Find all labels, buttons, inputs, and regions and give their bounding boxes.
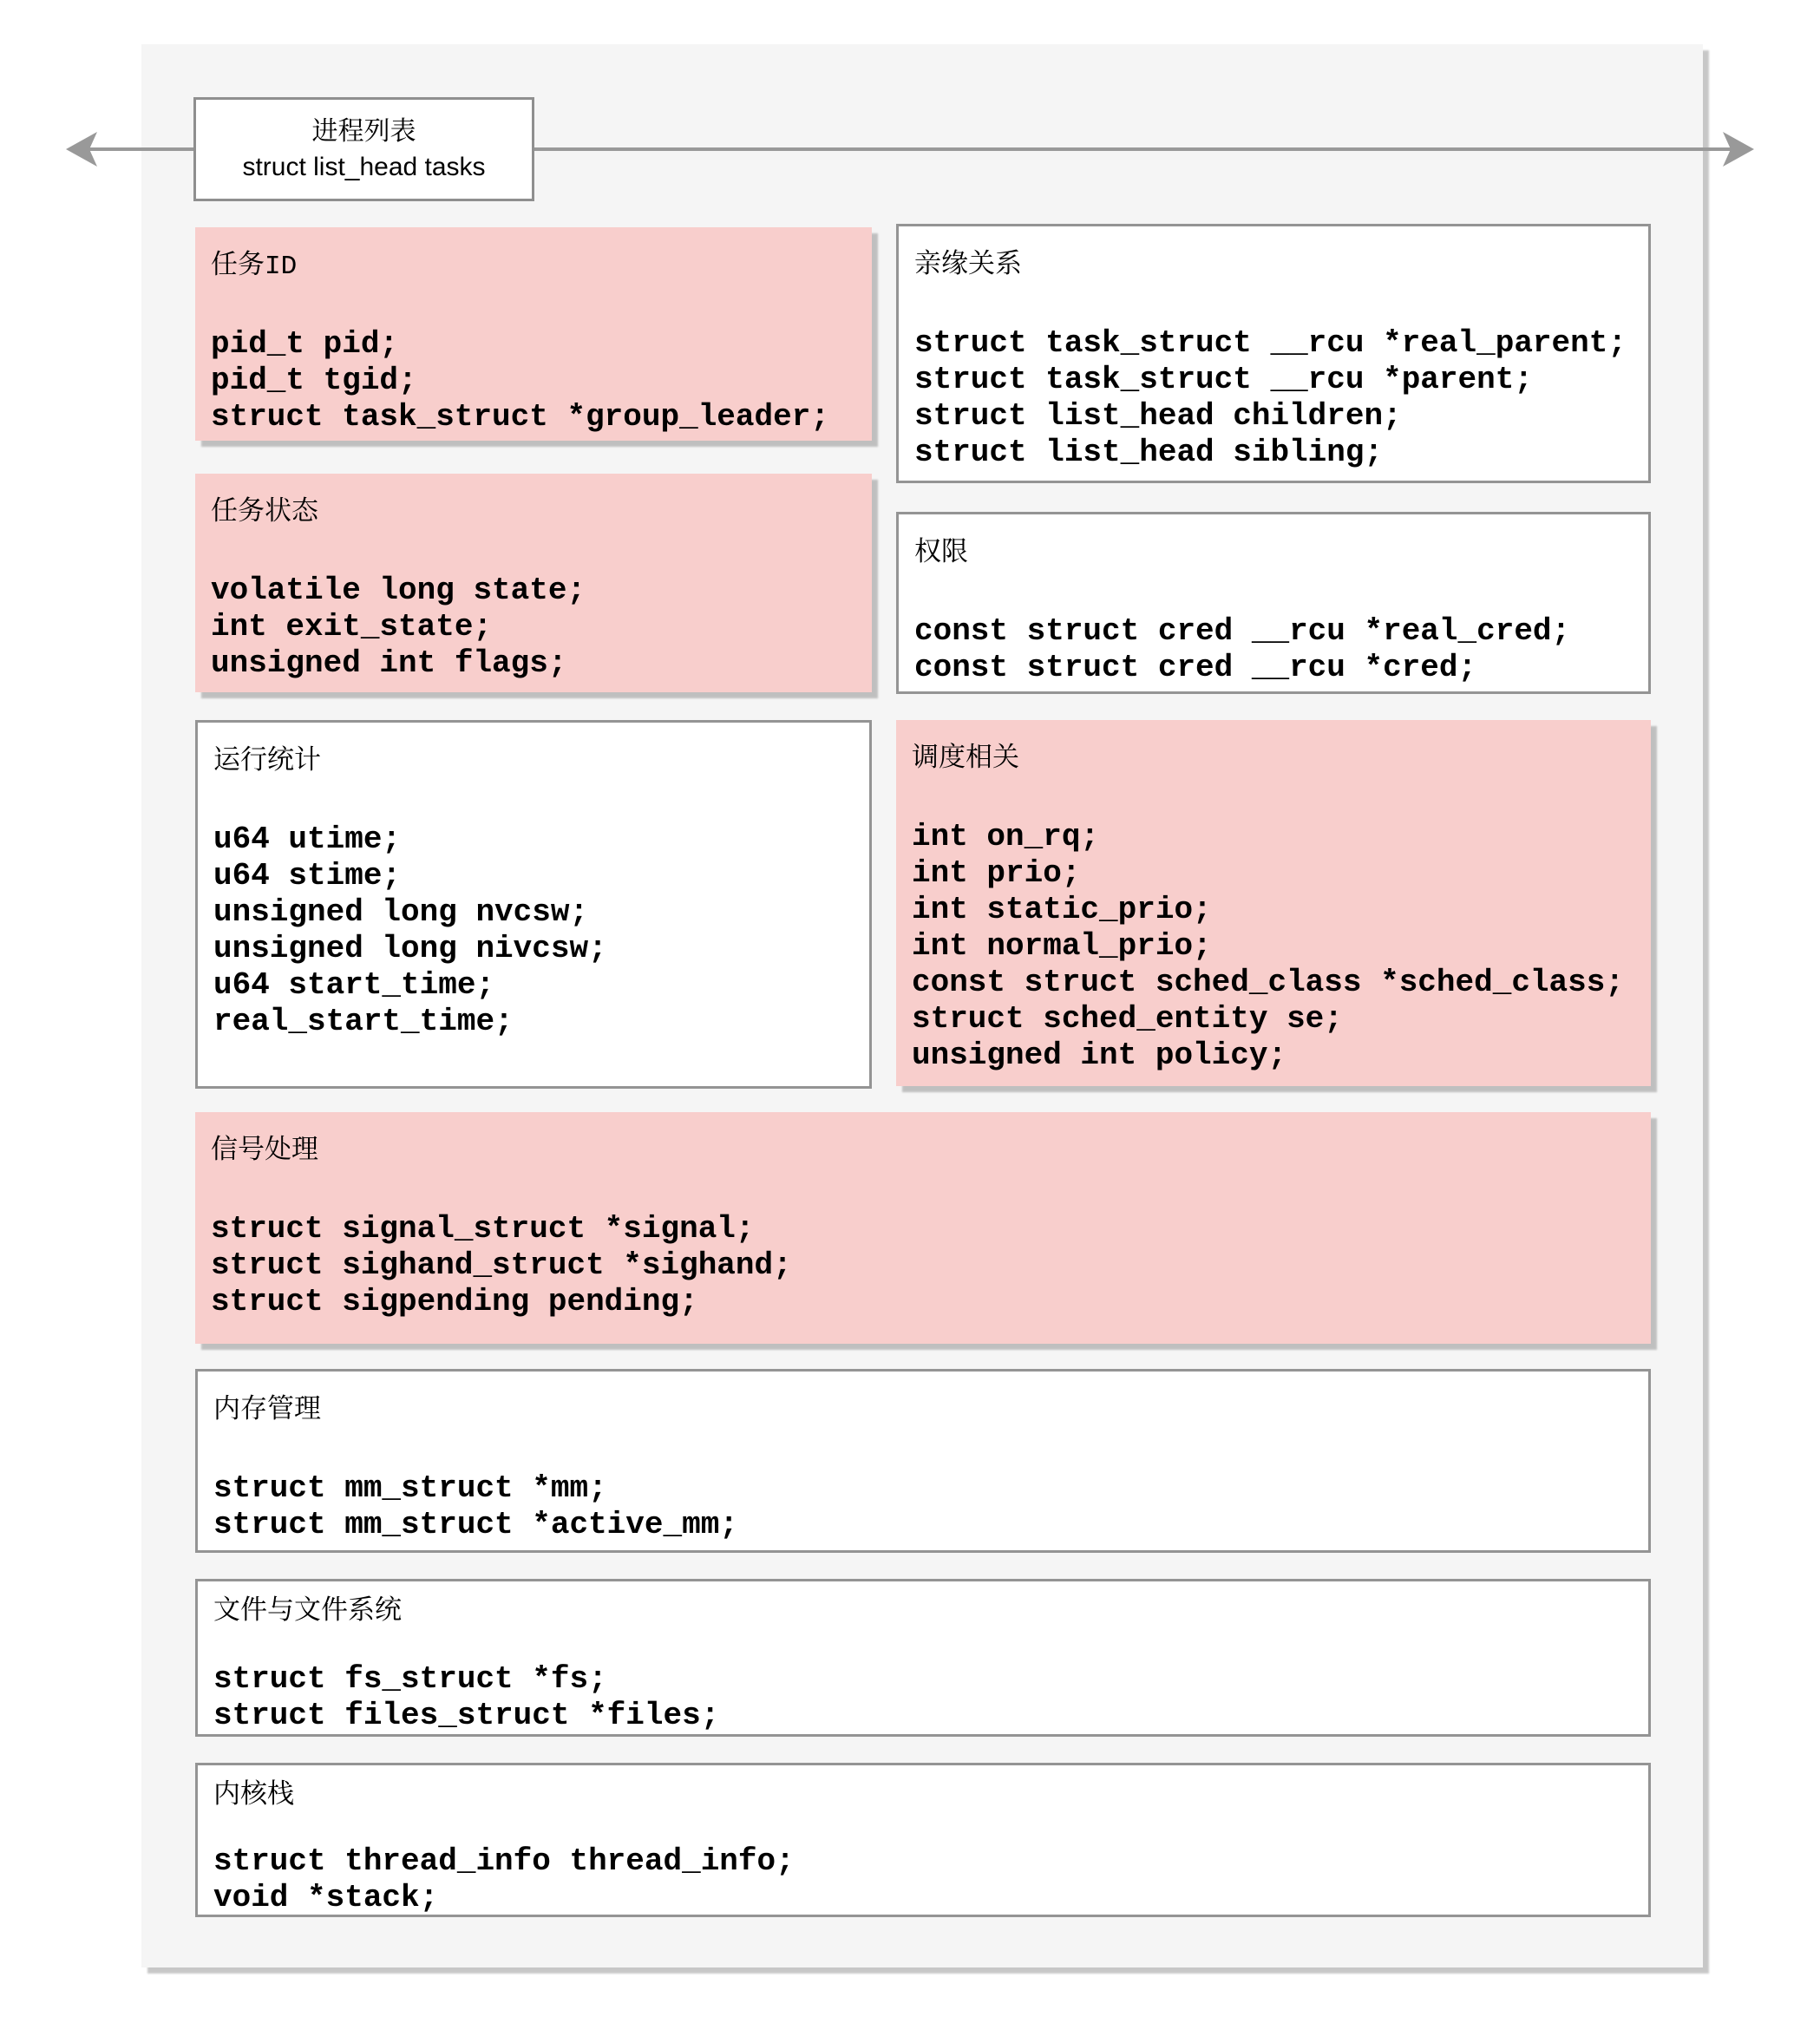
section-code [914,613,1633,686]
code-line: struct mm_struct *active_mm; [213,1507,738,1542]
section-code [912,819,1635,1074]
code-line: u64 utime; [213,822,402,857]
section-title: 任务ID [211,252,298,282]
code-line: struct signal_struct *signal; [211,1211,755,1247]
process-list-subtitle: struct list_head tasks [242,153,486,181]
code-line: int exit_state; [211,609,493,645]
code-line: struct sighand_struct *sighand; [211,1247,792,1283]
process-list-label-box [193,97,534,201]
section-code [213,1661,1633,1734]
code-line: const struct cred __rcu *cred; [914,650,1477,685]
code-line: unsigned long nivcsw; [213,931,607,966]
code-line: struct task_struct __rcu *real_parent; [914,325,1627,361]
code-line: struct task_struct *group_leader; [211,399,829,435]
code-line: int prio; [912,855,1081,891]
section-code [211,573,856,682]
section-code [213,1470,1633,1543]
process-list-title: 进程列表 [311,117,416,146]
code-line: struct sched_entity se; [912,1001,1343,1037]
section-title: 内核栈 [213,1781,294,1811]
section-code [211,1211,1635,1320]
code-line: const struct cred __rcu *real_cred; [914,613,1571,649]
section-code [213,1843,1633,1916]
section-title: 信号处理 [211,1136,318,1167]
code-line: void *stack; [213,1880,439,1915]
code-line: real_start_time; [213,1004,514,1039]
code-line: pid_t tgid; [211,363,417,398]
section-code [914,325,1633,471]
code-line: int on_rq; [912,819,1100,854]
code-line: u64 start_time; [213,967,495,1003]
section-files-filesystem [195,1579,1651,1737]
code-line: struct sigpending pending; [211,1284,698,1319]
code-line: struct thread_info thread_info; [213,1843,795,1879]
code-line: unsigned long nvcsw; [213,894,589,930]
section-title: 任务状态 [211,498,318,528]
section-kinship [896,224,1651,483]
section-signal-handling [195,1112,1651,1344]
code-line: unsigned int flags; [211,645,567,681]
code-line: int normal_prio; [912,928,1212,964]
code-line: int static_prio; [912,892,1212,927]
section-memory-management [195,1369,1651,1553]
code-line: volatile long state; [211,573,586,608]
section-title: 权限 [914,539,968,569]
code-line: struct mm_struct *mm; [213,1470,607,1506]
section-credentials [896,512,1651,694]
section-title: 调度相关 [912,744,1019,775]
code-line: unsigned int policy; [912,1038,1287,1073]
section-title: 文件与文件系统 [213,1597,402,1627]
section-code [213,822,854,1040]
section-scheduling [896,720,1651,1086]
code-line: struct list_head children; [914,398,1402,434]
section-task-id [195,227,872,441]
section-run-stats [195,720,872,1089]
code-line: struct files_struct *files; [213,1698,720,1733]
section-title: 运行统计 [213,747,321,777]
section-kernel-stack [195,1763,1651,1917]
code-line: struct list_head sibling; [914,435,1384,470]
code-line: struct task_struct __rcu *parent; [914,362,1533,397]
section-code [211,326,856,435]
code-line: const struct sched_class *sched_class; [912,965,1624,1000]
section-title: 内存管理 [213,1396,321,1426]
code-line: u64 stime; [213,858,402,894]
section-task-state [195,474,872,692]
section-title: 亲缘关系 [914,251,1022,281]
code-line: pid_t pid; [211,326,399,362]
code-line: struct fs_struct *fs; [213,1661,607,1697]
